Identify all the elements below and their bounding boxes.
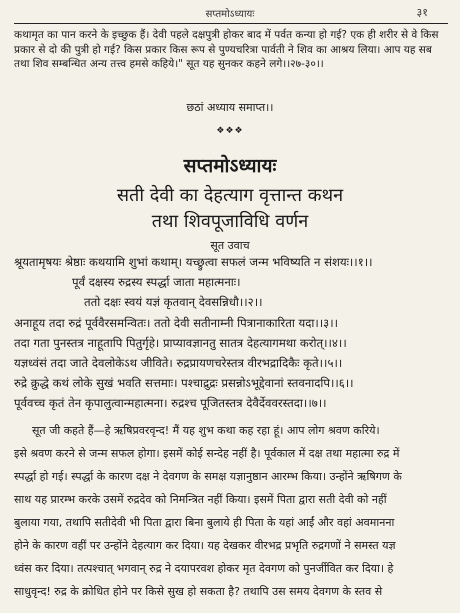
page-header	[0, 4, 460, 22]
verse-line: पूर्ववच्च कृतं तेन कृपालुत्वान्महात्मना। रुद्रश्च पूजितस्तत्र देवैर्देववरस्तदा।।७।।	[14, 396, 327, 410]
chapter-subtitle-2: तथा शिवपूजाविधि वर्णन	[151, 211, 309, 232]
speaker-heading: सूत उवाच	[210, 239, 250, 252]
page-number: ३१	[416, 6, 428, 19]
translation-line: बुलाया गया, तथापि सतीदेवी भी पिता द्वारा बिना बुलाये ही पिता के यहां आईं और वहां अवमानना	[14, 516, 395, 529]
translation-line: साथ यह प्रारम्भ करके उसमें रुद्रदेव को निमन्त्रित नहीं किया। इसमें पिता द्वारा सती देवी को नहीं	[14, 493, 387, 506]
header-rule	[14, 23, 448, 24]
translation-line: ध्वंस कर दिया। तत्पश्चात् भगवान् रुद्र ने दयापरवश होकर मृत देवगण को पुनर्जीवित कर दिया। हे	[14, 562, 394, 575]
running-head: सप्तमोऽध्यायः	[205, 9, 255, 20]
chapter-title: सप्तमोऽध्यायः	[183, 155, 277, 177]
translation-line: होने के कारण वहीं पर उन्होंने देहत्याग कर दिया। यह देखकर वीरभद्र प्रभृति रुद्रगणों ने समस्त यज्ञ	[14, 539, 396, 552]
translation-line: साधुवृन्द! रुद्र के क्रोधित होने पर किसे सुख हो सकता है? तथापि उस समय देवगण के स्तव से	[14, 585, 383, 598]
previous-chapter-ending: कथामृत का पान करने के इच्छुक हैं। देवी पहले दक्षपुत्री होकर बाद में पर्वत कन्या हो गई? एक ही शरीर से वे किस प्रकार से दो की पुत्री हो गई? किस प्रकार किस रूप से पुण्यचरित्रा पार्वती ने शिव का आश्रय लिया। आप यह सब तथा शिव सम्बन्धित अन्य तत्त्व हमसे कहिये।" सूत यह सुनकर कहने लगे।।२७-३०।।	[14, 29, 439, 70]
verse-line: यज्ञध्वंसं तदा जाते देवलोकेऽथ जीविते। रुद्रप्रायणचरेस्तत्र वीरभद्रादिकैः कृते।।५।।	[14, 356, 343, 370]
verse-line: श्रूयतामृषयः श्रेष्ठाः कथयामि शुभां कथाम्। यच्छ्रुत्वा सफलं जन्म भविष्यति न संशयः।।१।।	[14, 255, 373, 269]
verse-line: तदा गता पुनस्तत्र नाहूतापि पितुर्गृहे। प्राप्यावज्ञानतु सातत्र देहत्यागमथा करोत्।।४।।	[14, 336, 347, 350]
verse-line: अनाहूय तदा रुद्रं पूर्ववैरसमन्वितः। ततो देवी सतीनाम्नी पित्रानाकारिता यदा।।३।।	[14, 316, 338, 330]
verse-line: ततो दक्षः स्वयं यज्ञं कृतवान् देवसन्निधौ।।२।।	[84, 295, 263, 309]
translation-line: इसे श्रवण करने से जन्म सफल होगा। इसमें कोई सन्देह नहीं है। पूर्वकाल में दक्ष तथा महात्मा रुद्र में	[14, 447, 400, 460]
verse-line: पूर्वं दक्षस्य रुद्रस्य स्पर्द्धा जाता महात्मनाः।	[72, 275, 241, 289]
ornament-divider: ❖❖❖	[216, 126, 244, 136]
verse-line: रुद्रे क्रुद्धे कथं लोके सुखं भवति सत्तमाः। पश्चाद्रुद्रः प्रसन्नोऽभूद्देवानां स्तवनादपि।।६।।	[14, 376, 354, 390]
translation-line: सूत जी कहते हैं—हे ऋषिप्रवरवृन्द! मैं यह शुभ कथा कह रहा हूं। आप लोग श्रवण करिये।	[32, 424, 380, 437]
chapter-end-line: छठां अध्याय समाप्त।।	[186, 101, 274, 114]
chapter-subtitle-1: सती देवी का देहत्याग वृत्तान्त कथन	[116, 185, 344, 206]
translation-line: स्पर्द्धा हो गई। स्पर्द्धा के कारण दक्ष ने देवगण के समक्ष यज्ञानुष्ठान आरम्भ किया। उन्होंने ऋषिगण के	[14, 470, 402, 483]
